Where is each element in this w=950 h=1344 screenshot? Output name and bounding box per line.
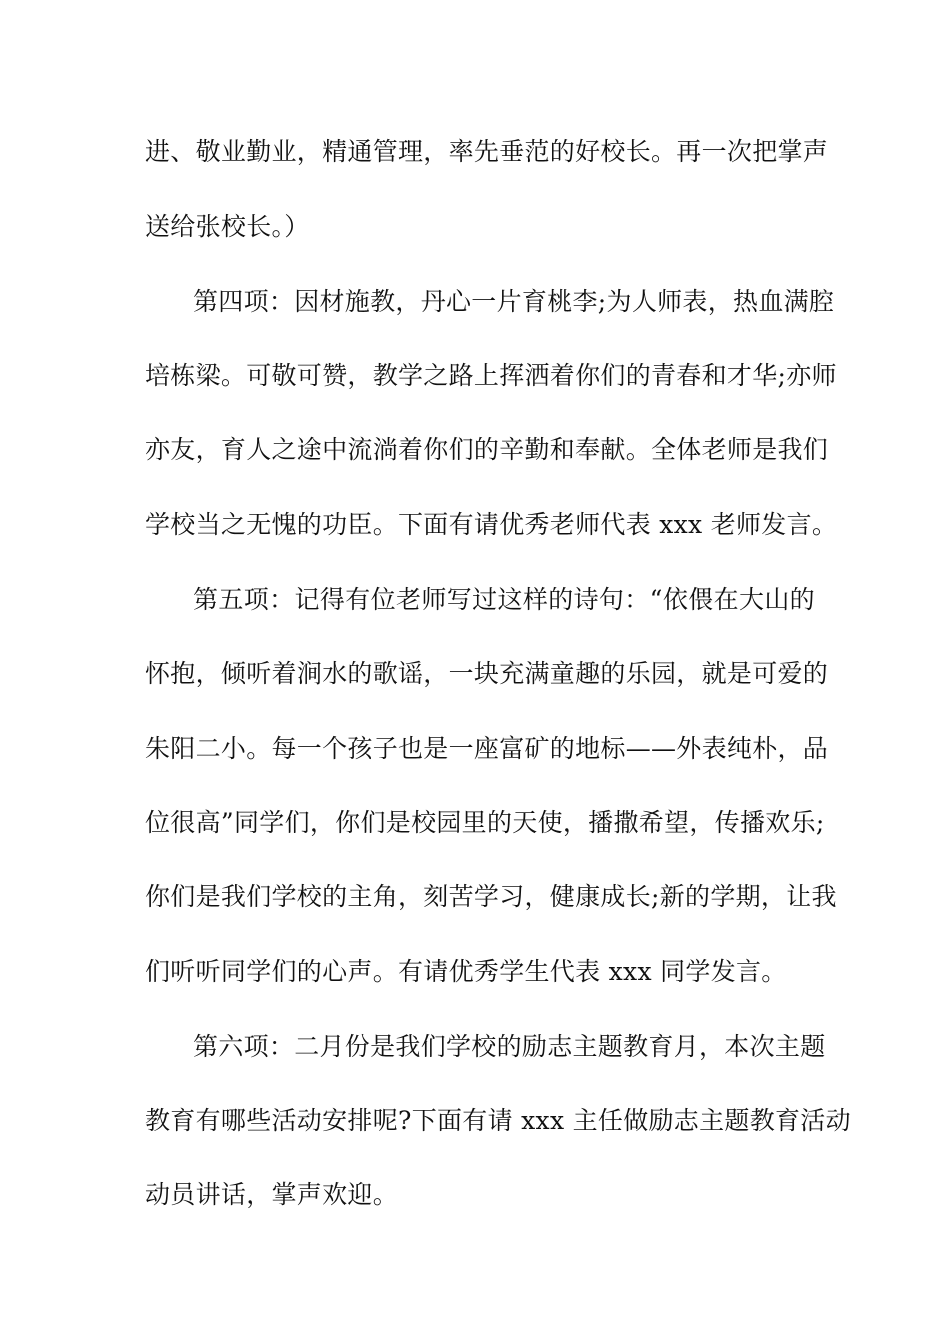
- text-line: 朱阳二小。每一个孩子也是一座富矿的地标——外表纯朴，品: [145, 734, 829, 763]
- text-line: 培栋梁。可敬可赞，教学之路上挥洒着你们的青春和才华;亦师: [145, 361, 837, 390]
- text-line: 进、敬业勤业，精通管理，率先垂范的好校长。再一次把掌声: [145, 137, 829, 166]
- paragraph-start-line: 第四项：因材施教，丹心一片育桃李;为人师表，热血满腔: [193, 287, 835, 316]
- paragraph-start-line: 第六项：二月份是我们学校的励志主题教育月，本次主题: [193, 1032, 826, 1061]
- text-line: 你们是我们学校的主角，刻苦学习，健康成长;新的学期，让我: [145, 882, 837, 911]
- text-line: 怀抱，倾听着涧水的歌谣，一块充满童趣的乐园，就是可爱的: [145, 659, 829, 688]
- text-line: 们听听同学们的心声。有请优秀学生代表 xxx 同学发言。: [145, 957, 787, 986]
- text-line: 位很高”同学们，你们是校园里的天使，播撒希望，传播欢乐;: [145, 808, 825, 837]
- text-line: 送给张校长。）: [145, 212, 310, 241]
- text-line: 动员讲话，掌声欢迎。: [145, 1180, 399, 1209]
- text-line: 亦友，育人之途中流淌着你们的辛勤和奉献。全体老师是我们: [145, 435, 829, 464]
- paragraph-start-line: 第五项：记得有位老师写过这样的诗句：“依偎在大山的: [193, 585, 815, 614]
- text-line: 学校当之无愧的功臣。下面有请优秀老师代表 xxx 老师发言。: [145, 510, 838, 539]
- text-line: 教育有哪些活动安排呢?下面有请 xxx 主任做励志主题教育活动: [145, 1106, 851, 1135]
